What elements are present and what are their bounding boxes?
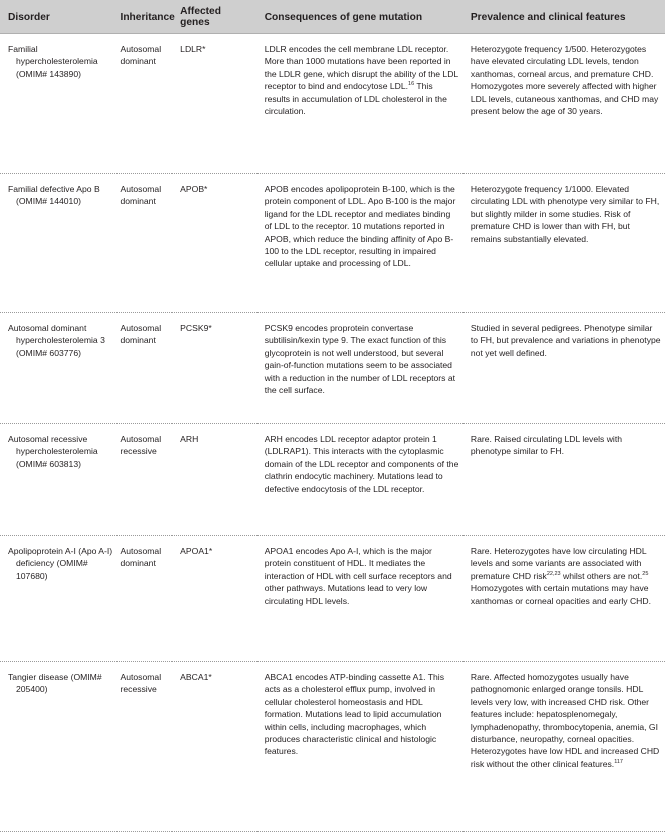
clinical-cell: Rare. Raised circulating LDL levels with phenotype similar to FH. xyxy=(463,424,665,536)
clinical-text: Rare. Affected homozygotes usually have pathognomonic enlarged orange tonsils. HDL levels very low, with increased CHD risk. Other features include: hepatosplenomegaly, lymphadenopathy, thrombocytopenia, anemia, GI disturbance, neuropathy, corneal opacities. Heterozygotes have low HDL and increased CHD risk without the other clinical features. xyxy=(470,672,660,769)
inheritance-text: Autosomal dominant xyxy=(120,184,162,207)
disorder-name: Autosomal recessive hypercholesterolemia (OMIM# 603813) xyxy=(8,434,98,469)
inheritance-text: Autosomal dominant xyxy=(120,323,162,346)
inheritance-text: Autosomal dominant xyxy=(120,546,162,569)
clinical-text: Rare. Heterozygotes have low circulating HDL levels and some variants are associated with premature CHD risk xyxy=(470,546,647,581)
inheritance-cell xyxy=(117,424,173,536)
gene-cell: APOA1* xyxy=(172,536,257,662)
header-inheritance: Inheritance xyxy=(117,0,173,34)
gene-cell: APOB* xyxy=(172,174,257,313)
citation: 117 xyxy=(614,758,623,765)
gene-cell: PCSK9* xyxy=(172,313,257,424)
header-consequences: Consequences of gene mutation xyxy=(257,0,463,34)
gene-cell: LDLR* xyxy=(172,34,257,174)
disorder-name: Tangier disease (OMIM# 205400) xyxy=(8,672,102,695)
table-row xyxy=(0,34,665,174)
clinical-cell xyxy=(463,536,665,662)
consequence-cell xyxy=(257,34,463,174)
disorder-cell xyxy=(0,34,117,174)
disorder-cell xyxy=(0,313,117,424)
disorder-cell xyxy=(0,424,117,536)
inheritance-text: Autosomal recessive xyxy=(120,672,162,695)
consequence-cell: ABCA1 encodes ATP-binding cassette A1. This acts as a cholesterol efflux pump, involved in cellular cholesterol homeostasis and HDL formation. Mutations lead to lipid accumulation within cells, including macrophages, which produces characteristic clinical and histologic features. xyxy=(257,662,463,832)
clinical-text-b: whilst others are not. xyxy=(560,570,643,581)
table-row xyxy=(0,174,665,313)
citation: 16 xyxy=(408,81,415,88)
inheritance-cell xyxy=(117,662,173,832)
header-prevalence: Prevalence and clinical features xyxy=(463,0,665,34)
disorder-cell xyxy=(0,536,117,662)
consequence-cell: APOB encodes apolipoprotein B-100, which is the protein component of LDL. Apo B-100 is the major ligand for the LDL receptor and mediates binding of LDL to the receptor. 10 mutations reported in APOB, which reduce the binding affinity of Apo B-100 to the LDL receptor, resulting in impaired cellular uptake and processing of LDL. xyxy=(257,174,463,313)
inheritance-text: Autosomal recessive xyxy=(120,434,162,457)
disorder-name: Familial defective Apo B (OMIM# 144010) xyxy=(8,184,100,207)
inheritance-cell xyxy=(117,313,173,424)
gene-cell: ABCA1* xyxy=(172,662,257,832)
disorder-name: Familial hypercholesterolemia (OMIM# 143890) xyxy=(8,44,98,79)
table-row xyxy=(0,313,665,424)
citation: 22,23 xyxy=(546,570,561,577)
disorder-name: Apolipoprotein A-I (Apo A-I) deficiency (OMIM# 107680) xyxy=(8,546,113,581)
gene-cell: ARH xyxy=(172,424,257,536)
consequence-text-tail: This results in accumulation of LDL cholesterol in the circulation. xyxy=(264,81,447,117)
consequence-cell: APOA1 encodes Apo A-I, which is the major protein constituent of HDL. It mediates the interaction of HDL with cell surface receptors and other pathways. Mutations lead to very low circulating HDL levels. xyxy=(257,536,463,662)
table-row xyxy=(0,536,665,662)
header-row xyxy=(0,0,665,34)
header-disorder: Disorder xyxy=(0,0,117,34)
inheritance-cell xyxy=(117,34,173,174)
clinical-cell: Heterozygote frequency 1/1000. Elevated circulating LDL with phenotype very similar to FH, but slightly milder in some studies. Risk of premature CHD is lower than with FH, but remains substantially elevated. xyxy=(463,174,665,313)
clinical-cell xyxy=(463,662,665,832)
disorder-name: Autosomal dominant hypercholesterolemia 3 (OMIM# 603776) xyxy=(8,323,105,358)
table-row xyxy=(0,662,665,832)
inheritance-cell xyxy=(117,536,173,662)
disorder-cell xyxy=(0,662,117,832)
clinical-cell: Studied in several pedigrees. Phenotype similar to FH, but prevalence and variations in phenotype not yet well defined. xyxy=(463,313,665,424)
consequence-cell: ARH encodes LDL receptor adaptor protein 1 (LDLRAP1). This interacts with the cytoplasmic domain of the LDL receptor and components of the clathrin endocytic machinery. Mutations lead to defective endocytosis of the LDL receptor. xyxy=(257,424,463,536)
inheritance-cell xyxy=(117,174,173,313)
consequence-text: LDLR encodes the cell membrane LDL receptor. More than 1000 mutations have been reported in the LDLR gene, which disrupt the ability of the LDL receptor to bind and endocytose LDL. xyxy=(264,44,458,92)
clinical-text-c: Homozygotes with certain mutations may have xanthomas or corneal opacities and early CHD. xyxy=(470,583,651,606)
disorder-cell xyxy=(0,174,117,313)
citation: 25 xyxy=(642,570,649,577)
clinical-cell: Heterozygote frequency 1/500. Heterozygotes have elevated circulating LDL levels, tendon xanthomas, corneal arcus, and premature CHD. Homozygotes more severely affected with higher LDL levels, cutaneous xanthomas, and CHD may present below the age of 30 years. xyxy=(463,34,665,174)
inheritance-text: Autosomal dominant xyxy=(120,44,162,67)
consequence-cell: PCSK9 encodes proprotein convertase subtilisin/kexin type 9. The exact function of this glycoprotein is not well understood, but several gain-of-function mutations seem to be associated with a reduction in the number of LDL receptors at the cell surface. xyxy=(257,313,463,424)
header-affected-genes: Affected genes xyxy=(172,0,257,34)
table-row xyxy=(0,424,665,536)
